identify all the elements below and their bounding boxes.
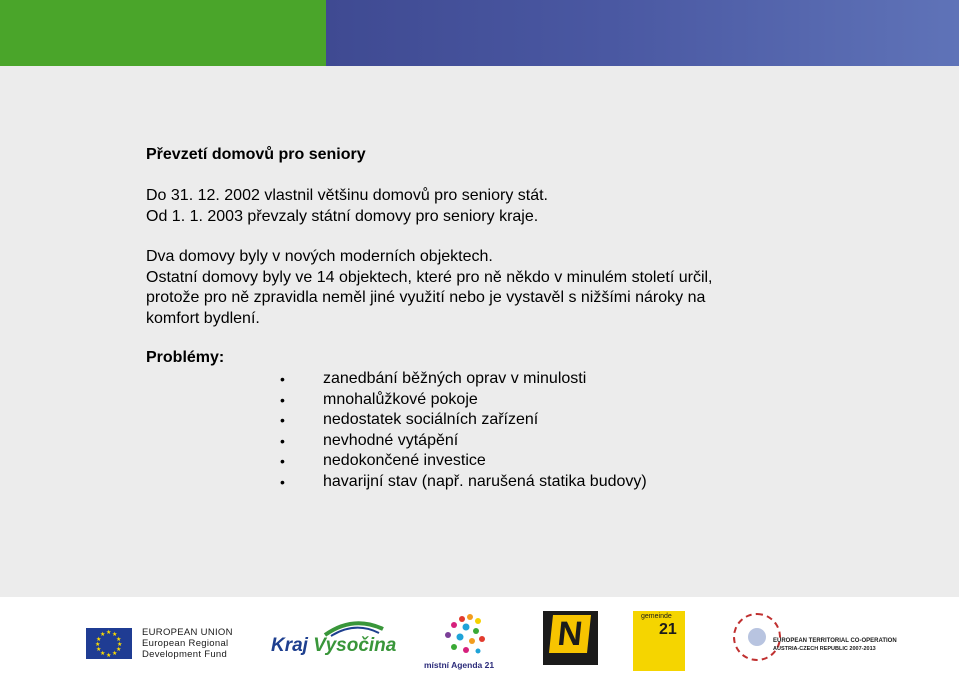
bullet-icon: • xyxy=(280,391,285,408)
gemeinde-number: 21 xyxy=(659,621,677,638)
problems-list xyxy=(280,369,647,492)
kraj-text xyxy=(271,635,396,657)
eu-flag-icon: ★ ★ ★ ★ ★ ★ ★ ★ ★ ★ ★ ★ xyxy=(86,628,132,659)
agenda21-caption: místní Agenda 21 xyxy=(424,660,495,670)
list-item xyxy=(280,410,647,431)
bullet-icon: • xyxy=(280,473,285,490)
list-item xyxy=(280,369,647,390)
slide-area xyxy=(0,66,959,597)
list-item-text: nedokončené investice xyxy=(323,452,486,469)
footer-logos xyxy=(0,597,959,678)
list-item xyxy=(280,390,647,411)
list-item xyxy=(280,451,647,472)
noe-logo xyxy=(543,611,598,665)
bullet-icon: • xyxy=(280,453,285,469)
list-item xyxy=(280,472,647,493)
paragraph-line: protože pro ně zpravidla neměl jiné využití nebo je vystavěl s nižšími nároky na xyxy=(146,289,706,306)
kraj-name: Vysočina xyxy=(313,635,397,656)
paragraph-ownership xyxy=(146,186,548,227)
paragraph-line: Od 1. 1. 2003 převzaly státní domovy pro seniory kraje. xyxy=(146,207,539,225)
slide-title: Převzetí domovů pro seniory xyxy=(146,146,366,163)
top-banner xyxy=(0,0,959,66)
etc-austria-czech-logo xyxy=(733,613,897,665)
paragraph-buildings xyxy=(146,247,713,329)
eu-line: European Regional xyxy=(142,638,229,649)
gemeinde-label: gemeinde xyxy=(641,613,672,620)
eu-line: EUROPEAN UNION xyxy=(142,627,233,638)
kraj-prefix: Kraj xyxy=(271,635,314,656)
banner-blue-block xyxy=(326,0,959,66)
paragraph-line: komfort bydlení. xyxy=(146,309,260,327)
eu-fund-text xyxy=(142,627,233,660)
etc-line-2: AUSTRIA-CZECH REPUBLIC 2007-2013 xyxy=(773,646,876,652)
list-item-text: mnohalůžkové pokoje xyxy=(323,390,478,408)
etc-line-1: EUROPEAN TERRITORIAL CO-OPERATION xyxy=(773,638,897,644)
paragraph-line: Ostatní domovy byly ve 14 objektech, které pro ně někdo v minulém století určil, xyxy=(146,268,713,286)
gemeinde21-logo xyxy=(633,611,685,671)
problems-label: Problémy: xyxy=(146,349,225,366)
banner-green-block xyxy=(0,0,326,66)
bullet-icon: • xyxy=(280,371,285,387)
agenda21-logo xyxy=(424,613,514,671)
n-letter-icon: N xyxy=(549,615,591,653)
agenda21-dots-icon xyxy=(424,613,514,659)
list-item xyxy=(280,431,647,452)
cooperation-ring-icon xyxy=(733,613,781,661)
list-item-text: nedostatek sociálních zařízení xyxy=(323,411,539,428)
bullet-icon: • xyxy=(280,432,285,449)
eu-line: Development Fund xyxy=(142,649,228,660)
paragraph-line: Do 31. 12. 2002 vlastnil většinu domovů pro seniory stát. xyxy=(146,187,548,204)
list-item-text: zanedbání běžných oprav v minulosti xyxy=(323,370,587,387)
list-item-text: havarijní stav (např. narušená statika budovy) xyxy=(323,472,647,490)
bullet-icon: • xyxy=(280,412,285,428)
list-item-text: nevhodné vytápění xyxy=(323,431,459,449)
paragraph-line: Dva domovy byly v nových moderních objektech. xyxy=(146,248,493,265)
